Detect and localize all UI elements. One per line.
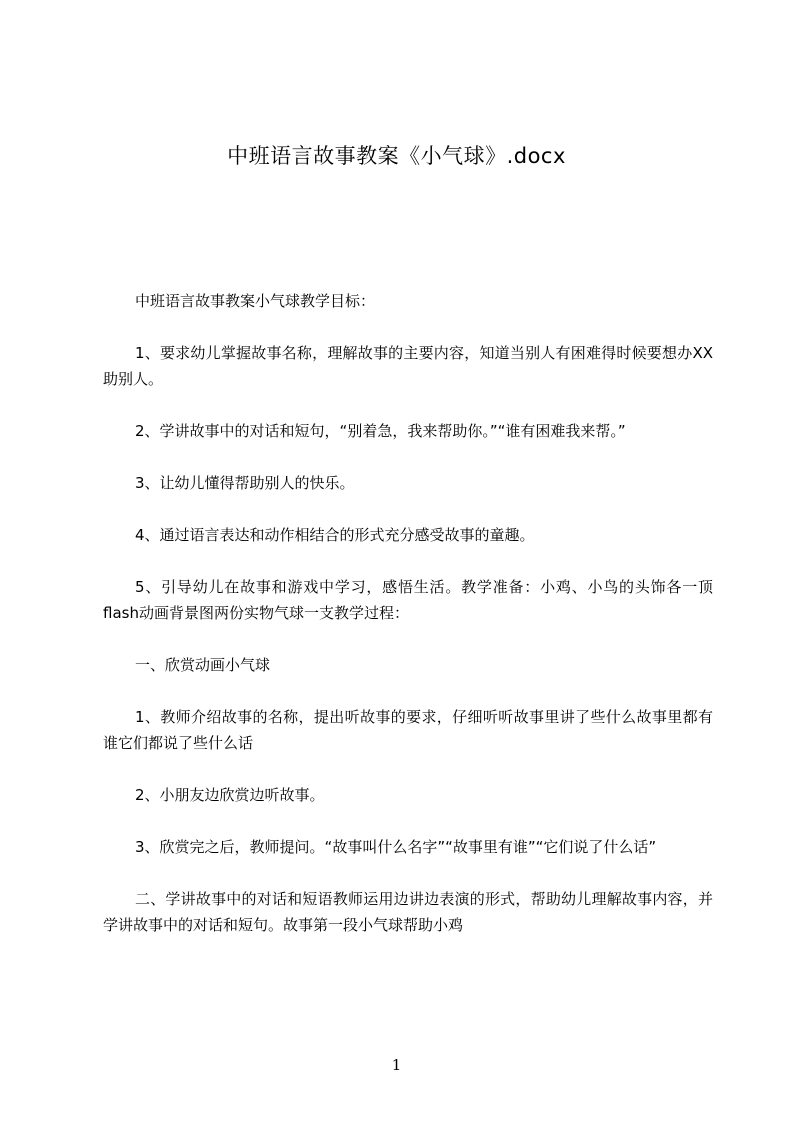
paragraph-section-2: 二、学讲故事中的对话和短语教师运用边讲边表演的形式，帮助幼儿理解故事内容，并学讲故事中的对话和短句。故事第一段小气球帮助小鸡 [103, 890, 713, 934]
paragraph-objective-1: 1、要求幼儿掌握故事名称，理解故事的主要内容，知道当别人有困难得时候要想办XX助别人。 [103, 344, 713, 388]
paragraph-objectives-heading: 中班语言故事教案小气球教学目标： [135, 292, 376, 310]
paragraph-section-1-heading: 一、欣赏动画小气球 [135, 656, 271, 674]
paragraph-objective-3: 3、让幼儿懂得帮助别人的快乐。 [135, 474, 355, 492]
paragraph-objective-4: 4、通过语言表达和动作相结合的形式充分感受故事的童趣。 [135, 526, 535, 544]
paragraph-objective-5: 5、引导幼儿在故事和游戏中学习，感悟生活。教学准备：小鸡、小鸟的头饰各一顶flash动画背景图两份实物气球一支教学过程： [103, 578, 713, 622]
document-title: 中班语言故事教案《小气球》.docx [227, 144, 566, 168]
paragraph-step-2: 2、小朋友边欣赏边听故事。 [135, 786, 325, 804]
document-body [103, 288, 713, 938]
paragraph-objective-2: 2、学讲故事中的对话和短句，“别着急，我来帮助你。”“谁有困难我来帮。” [135, 422, 626, 440]
paragraph-step-1: 1、教师介绍故事的名称，提出听故事的要求，仔细听听故事里讲了些什么故事里都有谁它们都说了些什么话 [103, 708, 713, 752]
paragraph-step-3: 3、欣赏完之后，教师提问。“故事叫什么名字”“故事里有谁”“它们说了什么话” [135, 838, 657, 856]
page-number: 1 [391, 1056, 402, 1074]
